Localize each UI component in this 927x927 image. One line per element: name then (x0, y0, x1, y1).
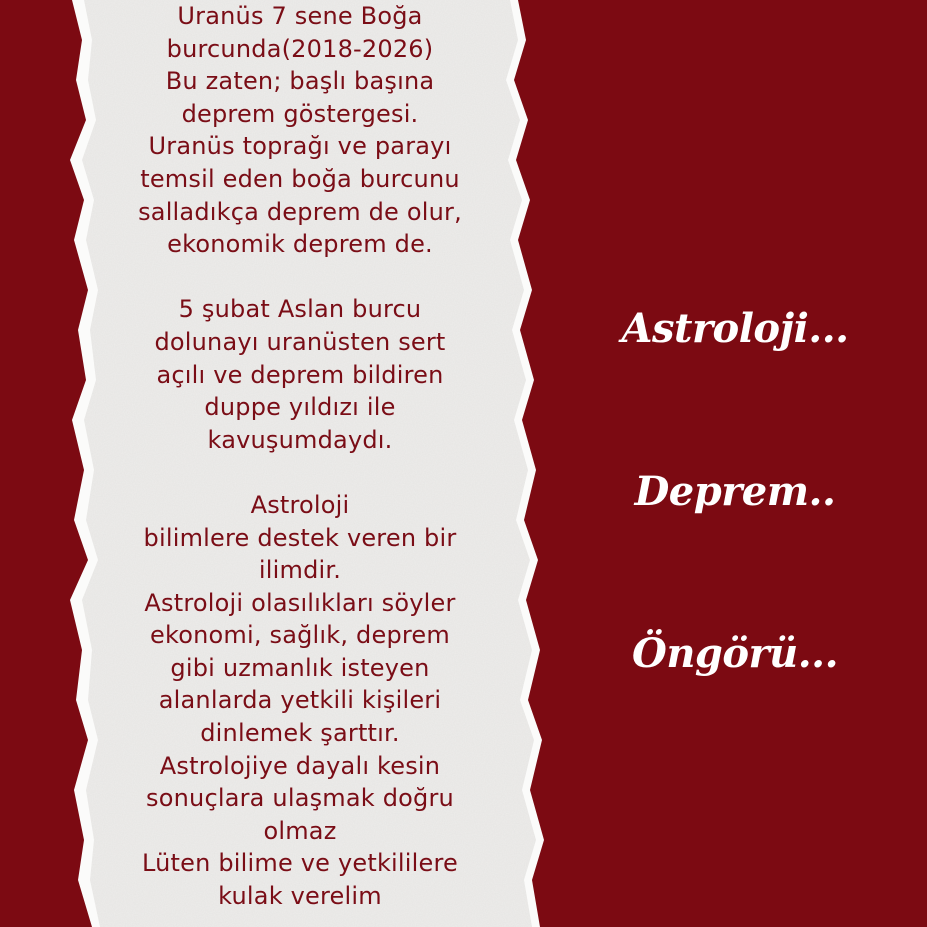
text-line: bilimlere destek veren bir (143, 523, 457, 552)
text-line: Uranüs 7 sene Boğa (177, 2, 423, 30)
text-line: dolunayı uranüsten sert (154, 327, 446, 356)
text-line: Bu zaten; başlı başına (165, 67, 435, 96)
text-line: ekonomik deprem de. (167, 230, 433, 259)
paragraph-full-moon (110, 293, 490, 456)
text-line: olmaz (263, 816, 337, 845)
text-line: salladıkça deprem de olur, (138, 197, 462, 226)
text-line: Astroloji (250, 490, 350, 519)
side-word-prediction: Öngörü... (631, 630, 838, 677)
text-line: Lüten bilime ve yetkililere (141, 849, 458, 878)
text-line: 5 şubat Aslan burcu (178, 295, 422, 324)
side-word-earthquake: Deprem.. (634, 468, 836, 515)
text-line: gibi uzmanlık isteyen (170, 653, 430, 682)
text-line: açılı ve deprem bildiren (156, 360, 444, 389)
text-line: temsil eden boğa burcunu (140, 164, 460, 193)
text-line: Astroloji olasılıkları söyler (144, 588, 456, 617)
paragraph-gap (110, 261, 490, 294)
text-line: sonuçlara ulaşmak doğru (146, 784, 454, 813)
text-line: dinlemek şarttır. (200, 719, 400, 748)
text-line: Uranüs toprağı ve parayı (148, 132, 452, 161)
paragraph-gap (110, 456, 490, 489)
text-line: ilimdir. (258, 556, 342, 585)
text-line: alanlarda yetkili kişileri (158, 686, 442, 715)
text-line: duppe yıldızı ile (204, 393, 396, 422)
paper-text-block (110, 0, 490, 913)
text-line: deprem göstergesi. (181, 99, 419, 128)
text-line: ekonomi, sağlık, deprem (150, 621, 450, 650)
text-line: kavuşumdaydı. (207, 425, 393, 454)
text-line: kulak verelim (218, 882, 382, 911)
side-word-astrology: Astroloji... (621, 305, 849, 352)
paragraph-uranus (110, 0, 490, 261)
text-line: Astrolojiye dayalı kesin (159, 751, 441, 780)
paragraph-astrology (110, 489, 490, 913)
text-line: burcunda(2018-2026) (166, 34, 434, 63)
